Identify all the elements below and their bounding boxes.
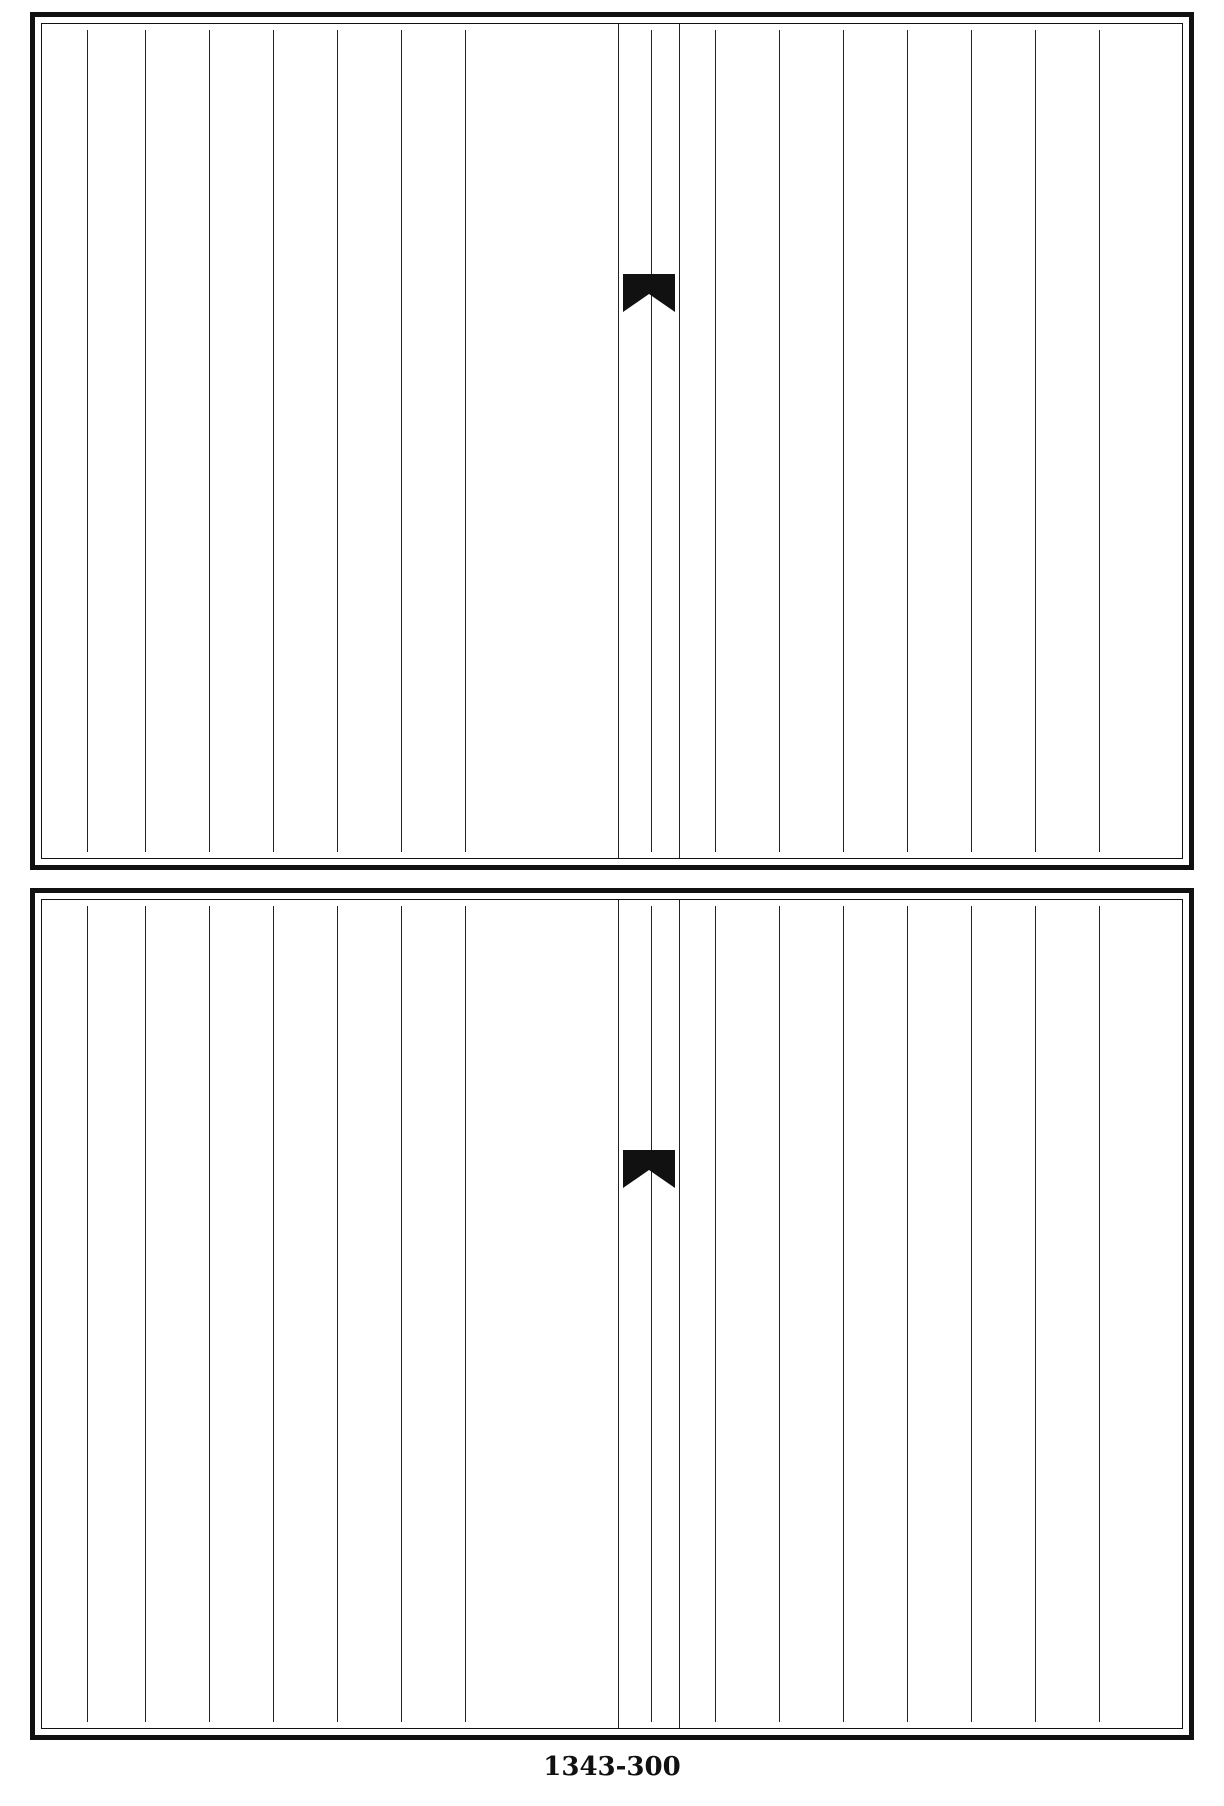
text-column xyxy=(279,906,338,1722)
text-column xyxy=(215,906,274,1722)
text-column xyxy=(47,906,88,1722)
top-page xyxy=(30,12,1194,870)
text-column xyxy=(151,30,210,852)
fold-book-title xyxy=(619,30,679,260)
text-column xyxy=(849,30,908,852)
text-column xyxy=(87,30,146,852)
fold-source-label xyxy=(623,1250,675,1440)
text-column xyxy=(721,30,780,852)
text-column xyxy=(472,906,530,1722)
text-column xyxy=(151,906,210,1722)
text-column xyxy=(785,906,844,1722)
text-column xyxy=(407,30,466,852)
text-column xyxy=(1041,30,1100,852)
page-stamp: 1343-300 xyxy=(543,1752,681,1782)
text-column xyxy=(87,906,146,1722)
text-column xyxy=(47,30,88,852)
text-column xyxy=(343,906,402,1722)
top-page-inner-frame xyxy=(41,23,1183,859)
text-column xyxy=(977,906,1036,1722)
text-column xyxy=(977,30,1036,852)
text-column xyxy=(721,906,780,1722)
text-column xyxy=(472,30,530,852)
text-column xyxy=(1106,30,1164,852)
text-column xyxy=(1041,906,1100,1722)
text-column xyxy=(913,30,972,852)
fishtail-mark-icon xyxy=(623,274,675,312)
fold-strip xyxy=(618,24,680,858)
bottom-page-inner-frame xyxy=(41,899,1183,1729)
fold-strip xyxy=(618,900,680,1728)
text-column xyxy=(1106,906,1164,1722)
text-column xyxy=(849,906,908,1722)
fishtail-mark-icon xyxy=(623,1150,675,1188)
text-column xyxy=(785,30,844,852)
inscription-title-column xyxy=(914,906,972,1722)
fold-source-label xyxy=(623,374,675,564)
text-column xyxy=(407,906,466,1722)
text-column xyxy=(343,30,402,852)
fold-book-title xyxy=(619,906,679,1136)
text-column xyxy=(279,30,338,852)
text-column xyxy=(215,30,274,852)
bottom-page xyxy=(30,888,1194,1740)
